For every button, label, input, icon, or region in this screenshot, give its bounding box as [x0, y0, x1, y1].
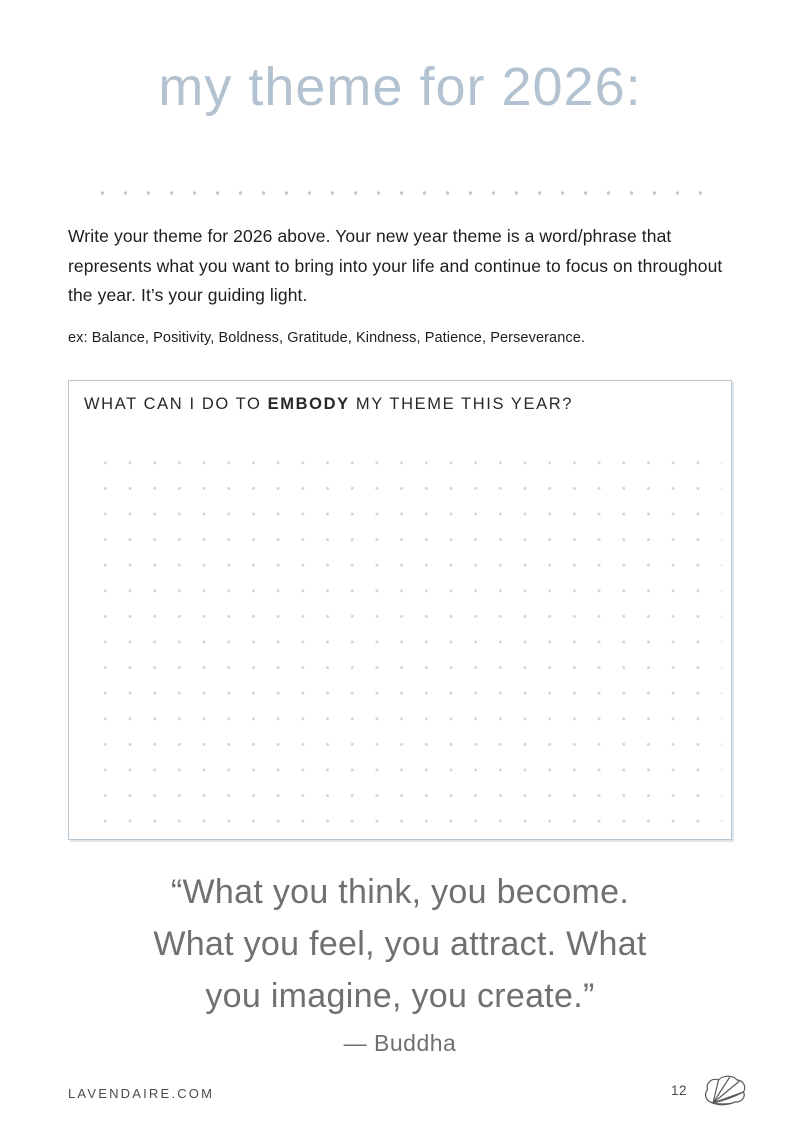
prompt-question-emphasis: EMBODY — [267, 395, 350, 413]
prompt-question-suffix: MY THEME THIS YEAR? — [349, 395, 574, 413]
page-number: 12 — [670, 1082, 687, 1098]
prompt-question — [84, 395, 719, 414]
intro-line: represents what you want to bring into your life and continue to focus on throughout — [68, 255, 723, 276]
footer-right-group — [671, 1074, 750, 1108]
quote-text — [0, 866, 800, 1022]
quote-line: What you feel, you attract. What — [153, 925, 647, 963]
intro-line: Write your theme for 2026 above. Your new year theme is a word/phrase that — [68, 226, 672, 246]
intro-line: the year. It’s your guiding light. — [68, 285, 308, 305]
quote-line: you imagine, you create.” — [205, 977, 595, 1015]
lavendaire-gem-logo-icon — [700, 1074, 750, 1108]
embody-prompt-box — [68, 380, 732, 840]
quote-attribution: — Buddha — [343, 1030, 457, 1056]
theme-write-line[interactable] — [91, 189, 711, 195]
intro-paragraph — [68, 222, 744, 311]
examples-text: ex: Balance, Positivity, Boldness, Gratitude, Kindness, Patience, Perseverance. — [68, 330, 586, 346]
prompt-question-prefix: WHAT CAN I DO TO — [84, 395, 268, 413]
dot-grid-writing-area[interactable] — [84, 440, 722, 834]
quote-line: “What you think, you become. — [170, 873, 630, 911]
footer-website: LAVENDAIRE.COM — [68, 1086, 215, 1101]
page-title: my theme for 2026: — [158, 57, 642, 117]
